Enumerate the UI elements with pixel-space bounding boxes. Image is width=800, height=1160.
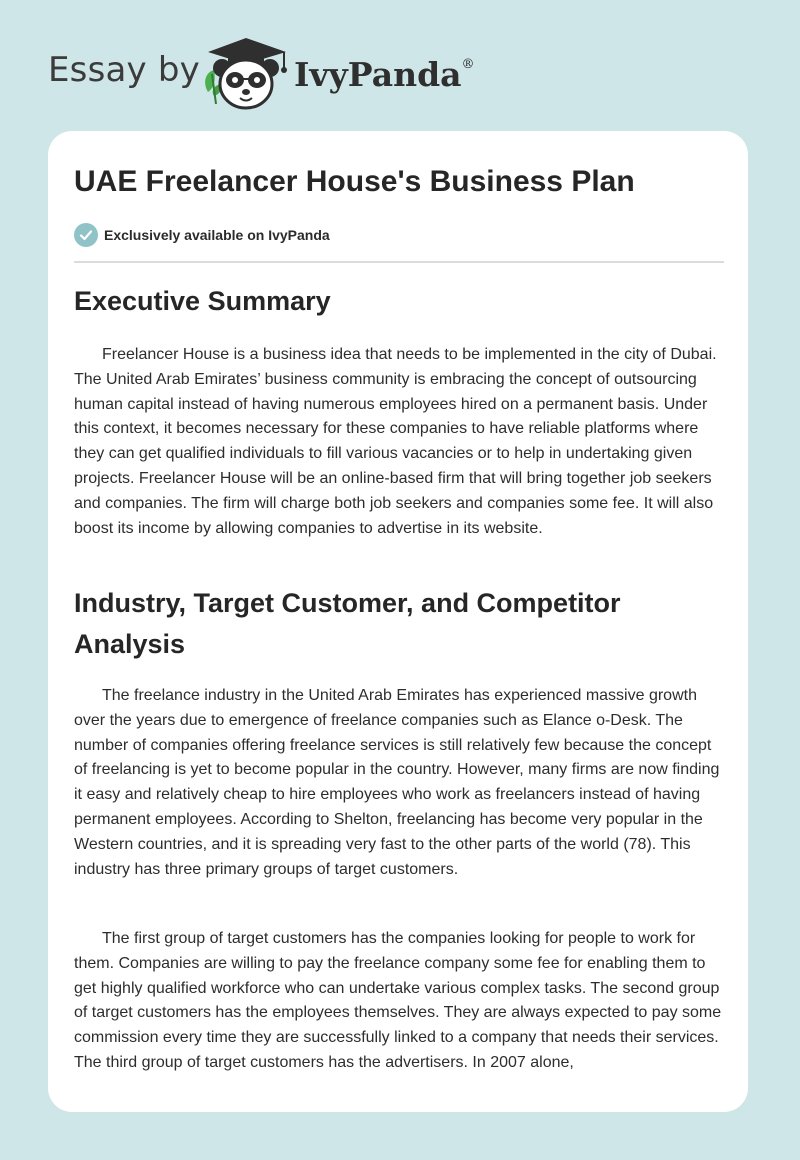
brand-prefix: Essay by bbox=[48, 50, 200, 90]
paragraph: Freelancer House is a business idea that needs to be implemented in the city of Dubai. The United Arab Emirates’ business community is embracing the concept of outsourcing human capital instead of having numerous employees hired on a permanent basis. Under this context, it becomes necessary for these companies to have reliable platforms where they can get qualified individuals to fill various vacancies or to help in undertaking given projects. Freelancer House will be an online-based firm that will bring together job seekers and companies. The firm will charge both job seekers and companies some fee. It will also boost its income by allowing companies to advertise in its website. bbox=[74, 346, 717, 537]
paragraph: The freelance industry in the United Arab Emirates has experienced massive growth over the years due to emergence of freelance companies such as Elance o-Desk. The number of companies offering freelance services is still relatively few because the concept of freelancing is yet to become popular in the country. However, many firms are now finding it easy and relatively cheap to hire employees who work as freelancers instead of having permanent employees. According to Shelton, freelancing has become very popular in the Western countries, and it is spreading very fast to the other parts of the world (78). This industry has three primary groups of target customers. bbox=[74, 687, 720, 878]
paragraph: The first group of target customers has the companies looking for people to work for them. Companies are willing to pay the freelance company some fee for enabling them to get highly qualified workforce who can undertake various complex tasks. The second group of target customers has the employees themselves. They are always expected to pay some commission every time they are successfully linked to a company that needs their services. The third group of target customers has the advertisers. In 2007 alone, bbox=[74, 930, 722, 1071]
section-heading: Executive Summary bbox=[74, 286, 331, 316]
panda-graduate-icon[interactable] bbox=[200, 34, 292, 112]
section-heading: Industry, Target Customer, and Competitor Analysis bbox=[74, 588, 621, 659]
brand-name[interactable]: IvyPanda® bbox=[294, 55, 475, 94]
exclusive-badge bbox=[74, 222, 330, 248]
essay-card bbox=[48, 131, 748, 1112]
site-header bbox=[0, 0, 800, 130]
divider bbox=[74, 261, 724, 263]
badge-label: Exclusively available on IvyPanda bbox=[104, 227, 330, 243]
page-title: UAE Freelancer House's Business Plan bbox=[74, 165, 635, 198]
check-icon bbox=[74, 223, 98, 247]
